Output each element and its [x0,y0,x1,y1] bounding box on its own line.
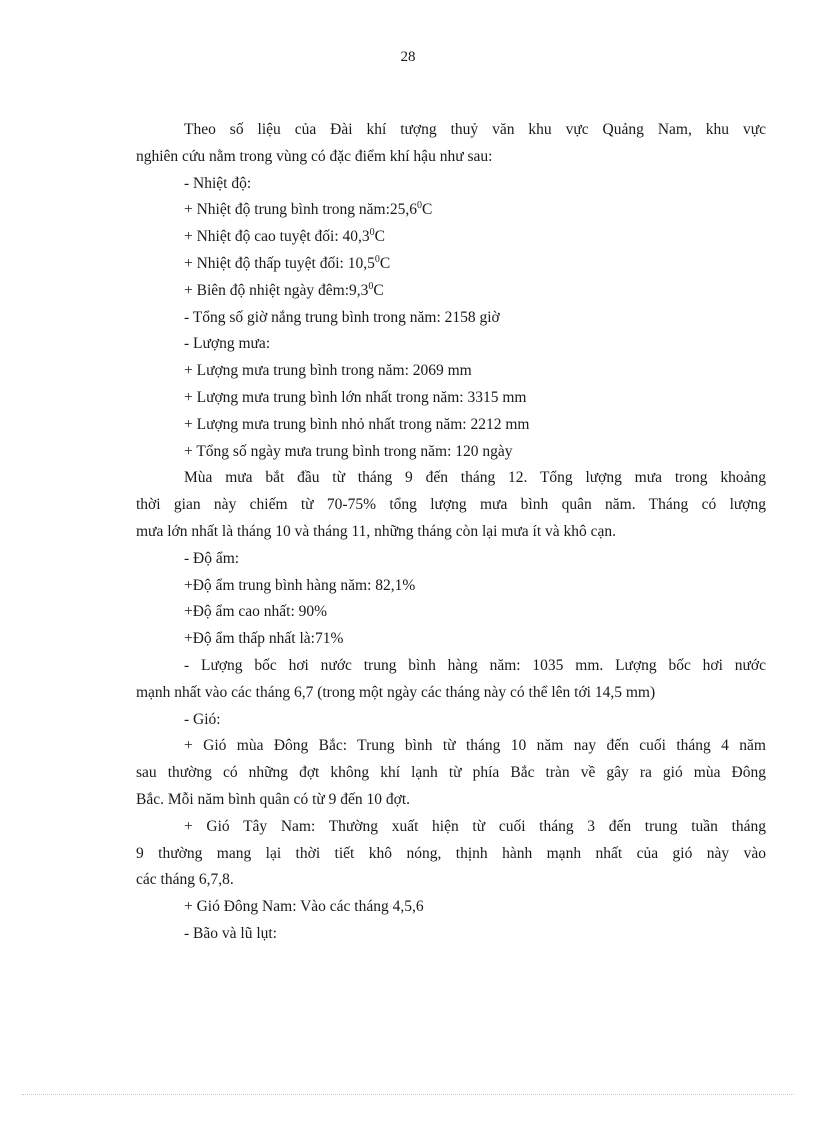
paragraph-line: mạnh nhất vào các tháng 6,7 (trong một ngày các tháng này có thể lên tới 14,5 mm) [136,683,656,701]
section-heading: - Độ ẩm: [184,549,240,567]
list-item: +Độ ẩm cao nhất: 90% [184,603,328,621]
list-item-text: + Nhiệt độ cao tuyệt đối: 40,3 [184,228,370,246]
degree-sign: 0 [369,227,375,239]
section-heading: - Lượng bốc hơi nước trung bình hàng năm: 1035 mm. Lượng bốc hơi nước [184,656,766,674]
paragraph-line: 9 thường mang lại thời tiết khô nóng, thịnh hành mạnh nhất của gió này vào [136,844,766,862]
unit-text: C [373,281,384,299]
document-body [136,117,766,948]
section-heading: - Bão và lũ lụt: [184,924,277,942]
page-number: 28 [400,49,416,65]
paragraph-line: Mùa mưa bắt đầu từ tháng 9 đến tháng 12. Tổng lượng mưa trong khoảng [184,469,766,487]
paragraph-line: + Gió Đông Nam: Vào các tháng 4,5,6 [184,898,424,916]
unit-text: C [374,228,386,246]
paragraph-line: nghiên cứu nằm trong vùng có đặc điểm khí hậu như sau: [136,147,493,165]
list-item: + Tổng số ngày mưa trung bình trong năm: 120 ngày [184,442,513,460]
degree-sign: 0 [368,280,374,292]
list-item: + Lượng mưa trung bình trong năm: 2069 mm [184,362,472,380]
list-item-text: + Biên độ nhiệt ngày đêm:9,3 [184,281,369,299]
paragraph-line: các tháng 6,7,8. [136,871,234,889]
page-bottom-divider [22,1094,794,1095]
paragraph-line: mưa lớn nhất là tháng 10 và tháng 11, những tháng còn lại mưa ít và khô cạn. [136,522,617,540]
unit-text: C [379,254,391,272]
paragraph-line: thời gian này chiếm từ 70-75% tổng lượng mưa bình quân năm. Tháng có lượng [136,496,766,514]
section-heading: - Nhiệt độ: [184,174,252,192]
section-heading: - Gió: [184,710,221,728]
list-item: +Độ ẩm trung bình hàng năm: 82,1% [184,576,416,594]
degree-sign: 0 [374,253,380,265]
list-item-text: + Nhiệt độ thấp tuyệt đối: 10,5 [184,254,375,272]
list-item [136,197,766,224]
paragraph-line: Theo số liệu của Đài khí tượng thuỷ văn khu vực Quảng Nam, khu vực [184,121,766,138]
paragraph-line: sau thường có những đợt không khí lạnh từ phía Bắc tràn về gây ra gió mùa Đông [136,764,766,782]
section-heading: - Lượng mưa: [184,335,271,353]
paragraph-line: + Gió Tây Nam: Thường xuất hiện từ cuối tháng 3 đến trung tuần tháng [184,817,766,835]
list-item [136,224,766,251]
section-heading: - Tổng số giờ nắng trung bình trong năm: 2158 giờ [184,308,500,326]
paragraph-line: + Gió mùa Đông Bắc: Trung bình từ tháng 10 năm nay đến cuối tháng 4 năm [184,737,766,755]
list-item: + Lượng mưa trung bình lớn nhất trong năm: 3315 mm [184,388,527,406]
paragraph-line: Bắc. Mỗi năm bình quân có từ 9 đến 10 đợt. [136,790,411,808]
list-item: +Độ ẩm thấp nhất là:71% [184,630,344,648]
unit-text: C [422,201,433,219]
list-item [136,278,766,305]
list-item-text: + Nhiệt độ trung bình trong năm:25,6 [184,201,418,219]
list-item: + Lượng mưa trung bình nhỏ nhất trong năm: 2212 mm [184,415,530,433]
list-item [136,251,766,278]
degree-sign: 0 [417,200,423,212]
